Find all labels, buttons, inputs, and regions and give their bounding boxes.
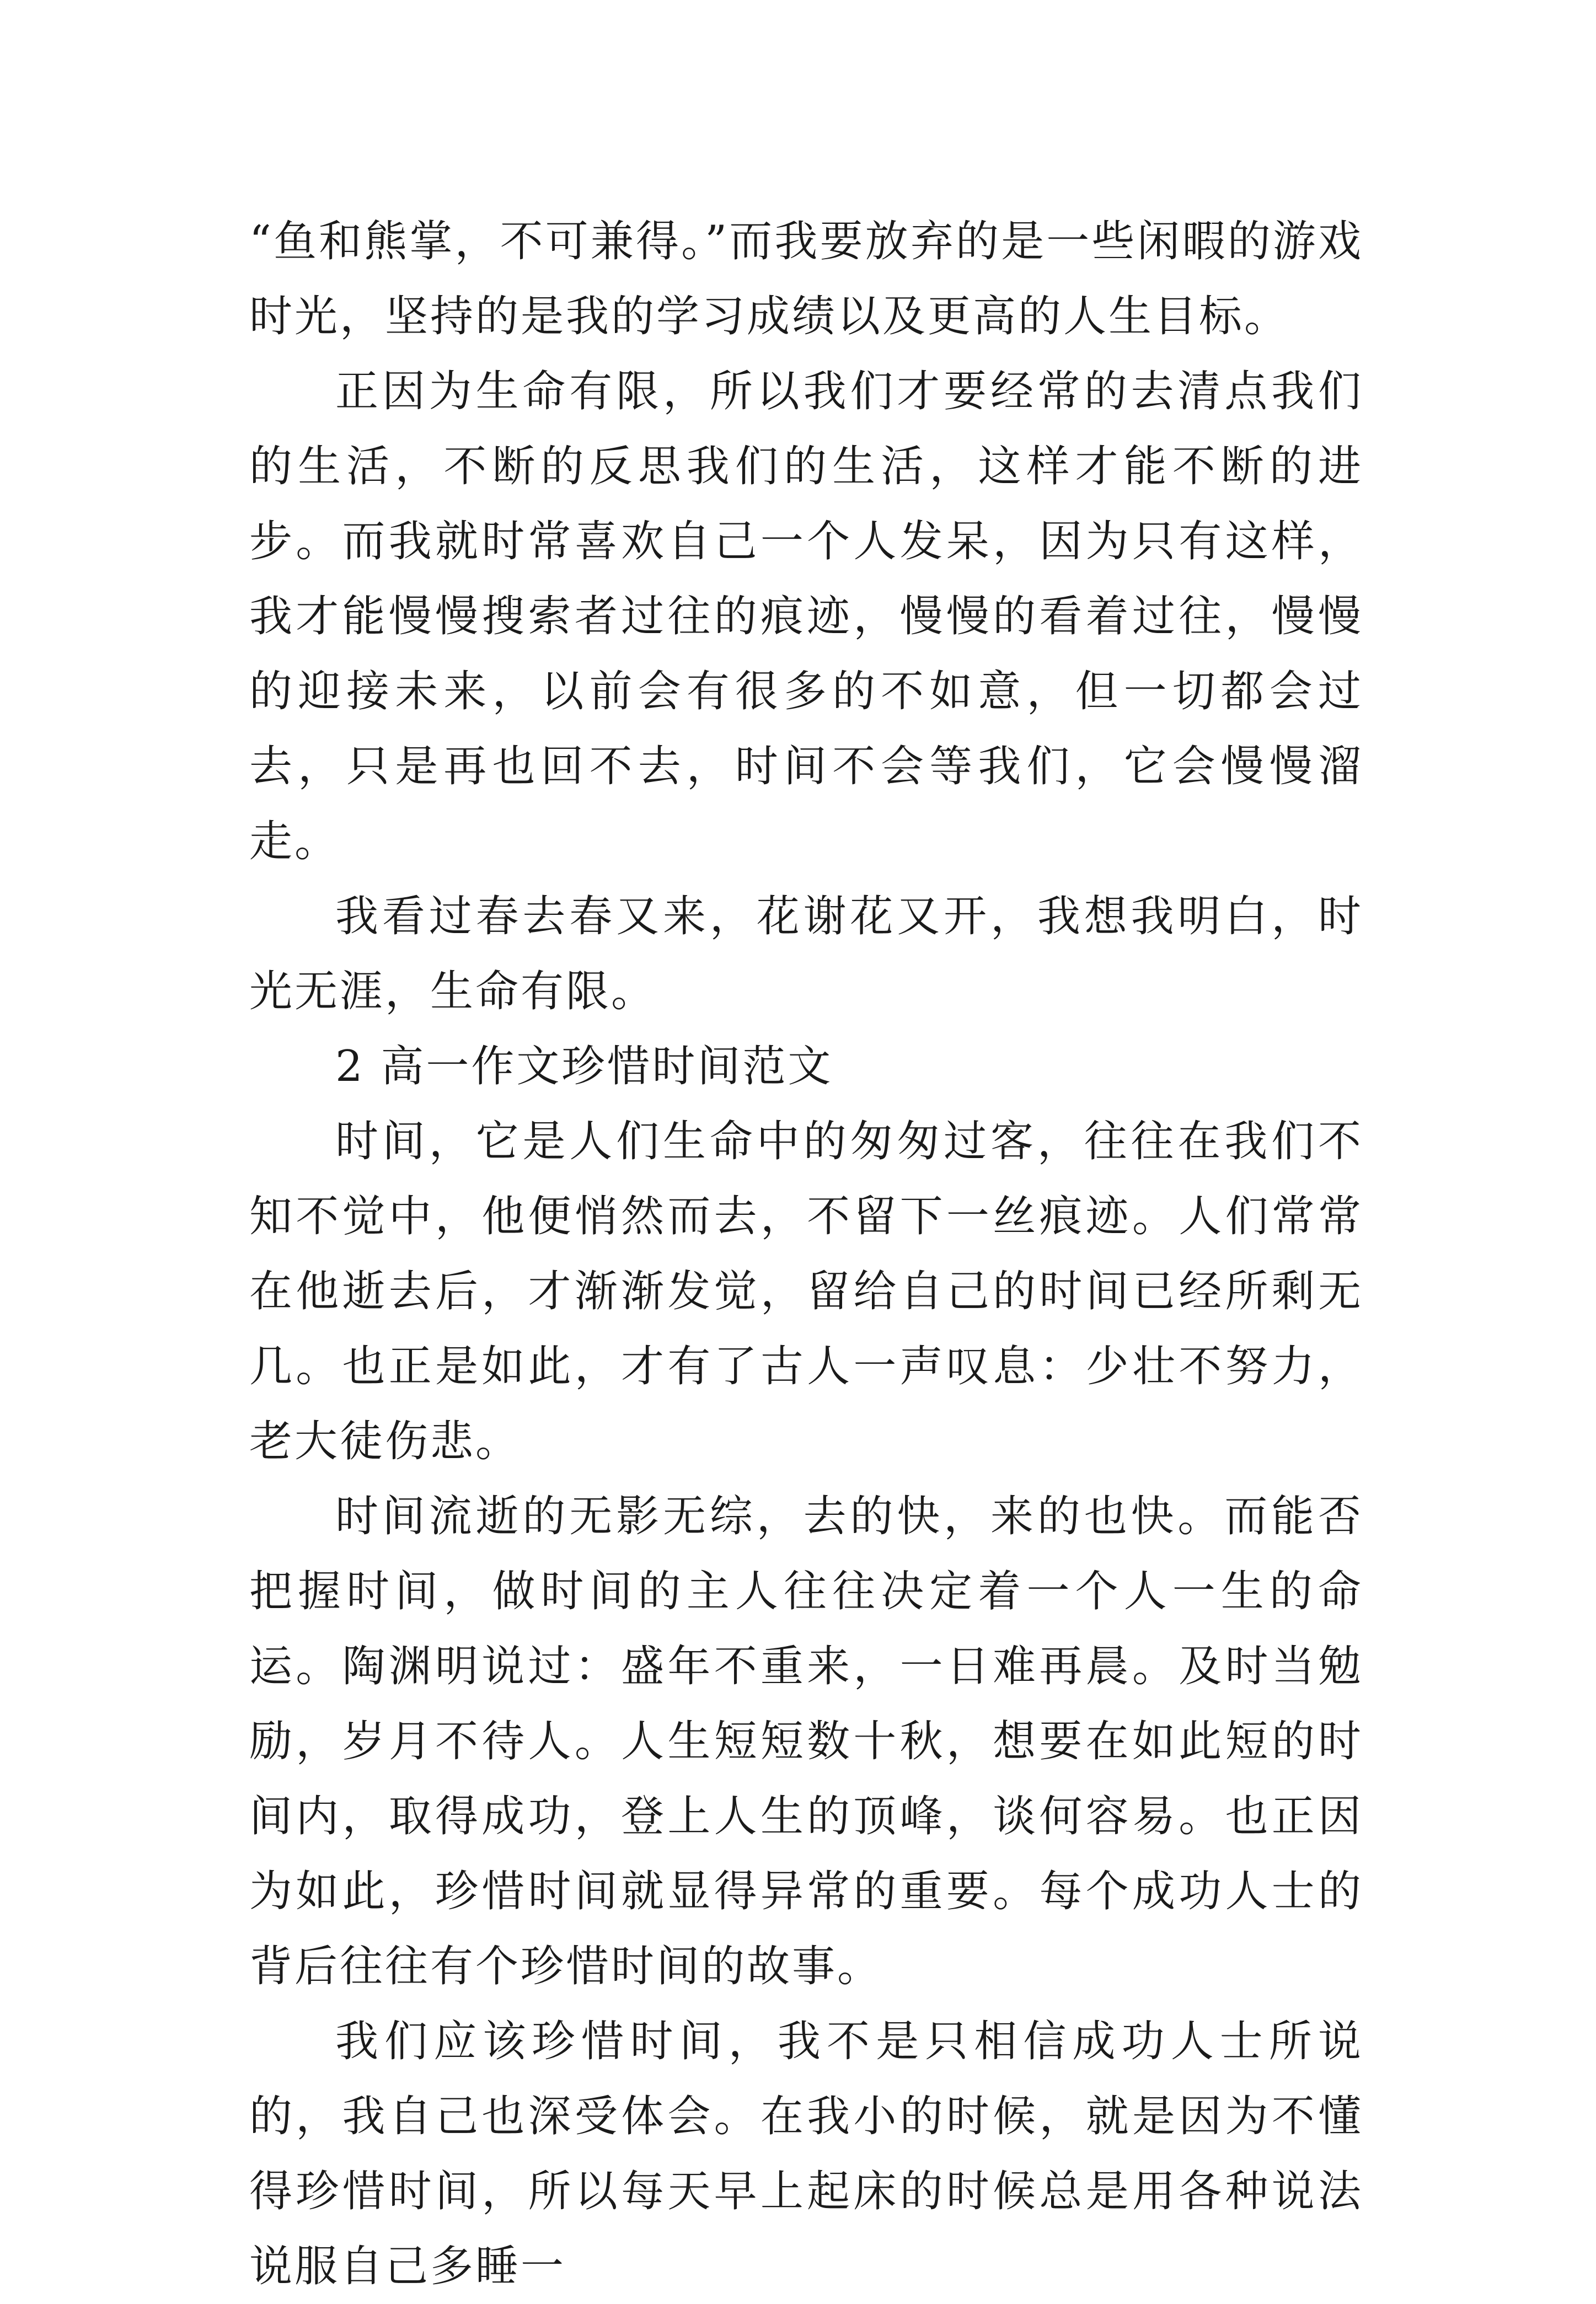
paragraph: “鱼和熊掌，不可兼得。”而我要放弃的是一些闲暇的游戏时光，坚持的是我的学习成绩以及更高的人生目标。: [249, 217, 1363, 341]
paragraph: 时间，它是人们生命中的匆匆过客，往往在我们不知不觉中，他便悄然而去，不留下一丝痕迹。人们常常在他逝去后，才渐渐发觉，留给自己的时间已经所剩无几。也正是如此，才有了古人一声叹息：少壮不努力，老大徒伤悲。: [249, 1117, 1363, 1466]
paragraph: 我看过春去春又来，花谢花又开，我想我明白，时光无涯，生命有限。: [249, 892, 1363, 1016]
paragraph: 时间流逝的无影无综，去的快，来的也快。而能否把握时间，做时间的主人往往决定着一个人一生的命运。陶渊明说过：盛年不重来，一日难再晨。及时当勉励，岁月不待人。人生短短数十秋，想要在如此短的时间内，取得成功，登上人生的顶峰，谈何容易。也正因为如此，珍惜时间就显得异常的重要。每个成功人士的背后往往有个珍惜时间的故事。: [249, 1492, 1363, 1991]
paragraph: 正因为生命有限，所以我们才要经常的去清点我们的生活，不断的反思我们的生活，这样才能不断的进步。而我就时常喜欢自己一个人发呆，因为只有这样，我才能慢慢搜索者过往的痕迹，慢慢的看着过往，慢慢的迎接未来，以前会有很多的不如意，但一切都会过去，只是再也回不去，时间不会等我们，它会慢慢溜走。: [249, 367, 1363, 866]
document-body: [249, 204, 1363, 2304]
paragraph: 我们应该珍惜时间，我不是只相信成功人士所说的，我自己也深受体会。在我小的时候，就是因为不懂得珍惜时间，所以每天早上起床的时候总是用各种说法说服自己多睡一: [249, 2017, 1363, 2291]
section-heading: 2 高一作文珍惜时间范文: [335, 1042, 833, 1091]
